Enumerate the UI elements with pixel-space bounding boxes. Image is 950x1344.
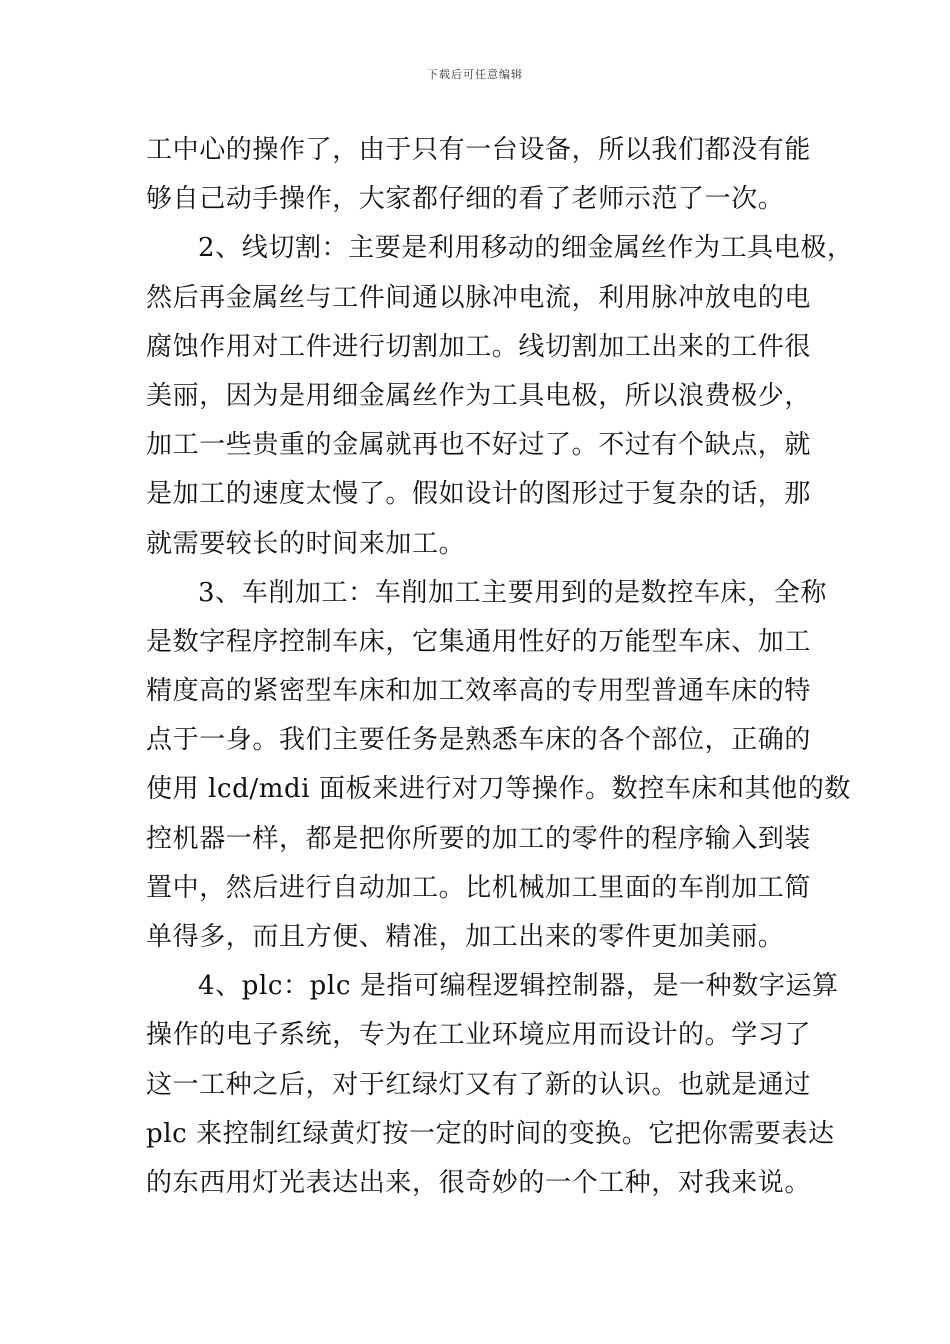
text-line: 腐蚀作用对工件进行切割加工。线切割加工出来的工件很 [146,331,812,362]
text-line: 是数字程序控制车床，它集通用性好的万能型车床、加工 [146,626,812,657]
text-line: 控机器一样，都是把你所要的加工的零件的程序输入到装 [146,823,812,854]
text-line: 置中，然后进行自动加工。比机械加工里面的车削加工简 [146,872,812,903]
text-line: 是加工的速度太慢了。假如设计的图形过于复杂的话，那 [146,479,812,510]
text-line: plc 来控制红绿黄灯按一定的时间的变换。它把你需要表达 [146,1118,835,1149]
text-line: 精度高的紧密型车床和加工效率高的专用型普通车床的特 [146,676,812,707]
page-header: 下载后可任意编辑 [427,68,523,81]
document-body [146,126,854,1208]
paragraph-start-line: 2、线切割：主要是利用移动的细金属丝作为工具电极， [198,233,854,264]
text-line: 单得多，而且方便、精准，加工出来的零件更加美丽。 [146,922,785,952]
text-line: 够自己动手操作，大家都仔细的看了老师示范了一次。 [146,184,785,215]
text-line: 的东西用灯光表达出来，很奇妙的一个工种，对我来说。 [146,1167,812,1198]
text-line: 操作的电子系统，专为在工业环境应用而设计的。学习了 [146,1020,812,1051]
paragraph-start-line: 3、车削加工：车削加工主要用到的是数控车床，全称 [198,577,827,608]
text-line: 美丽，因为是用细金属丝作为工具电极，所以浪费极少， [146,380,812,411]
text-line: 然后再金属丝与工件间通以脉冲电流，利用脉冲放电的电 [146,282,812,313]
text-line: 就需要较长的时间来加工。 [146,528,466,559]
text-line: 这一工种之后，对于红绿灯又有了新的认识。也就是通过 [146,1069,812,1100]
paragraph-start-line: 4、plc：plc 是指可编程逻辑控制器，是一种数字运算 [198,971,839,1002]
text-line: 工中心的操作了，由于只有一台设备，所以我们都没有能 [146,135,812,165]
text-line: 使用 lcd/mdi 面板来进行对刀等操作。数控车床和其他的数 [146,774,852,805]
text-line: 点于一身。我们主要任务是熟悉车床的各个部位，正确的 [146,725,812,756]
text-line: 加工一些贵重的金属就再也不好过了。不过有个缺点，就 [146,430,812,461]
